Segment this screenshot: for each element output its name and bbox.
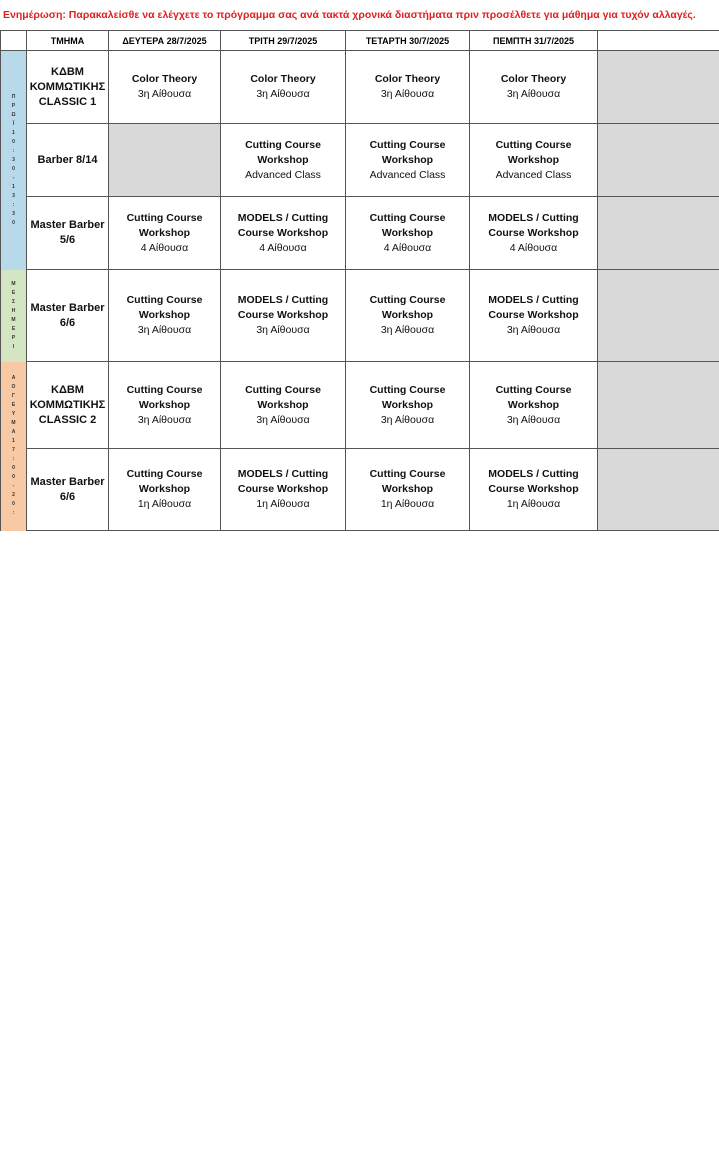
room-label: 3η Αίθουσα bbox=[506, 413, 561, 426]
strip-char: : bbox=[12, 510, 15, 516]
strip-char: 7 bbox=[12, 447, 15, 453]
room-label: 1η Αίθουσα bbox=[380, 498, 435, 510]
course-title: Cutting Course bbox=[495, 138, 572, 151]
course-title: Workshop bbox=[381, 483, 434, 495]
course-title: Workshop bbox=[138, 226, 191, 239]
course-title: Cutting Course bbox=[126, 383, 203, 396]
class-cell bbox=[346, 51, 470, 124]
strip-char: 0 bbox=[12, 219, 15, 226]
course-title: Course Workshop bbox=[488, 309, 579, 321]
header-thursday: ΠΕΜΠΤΗ 31/7/2025 bbox=[470, 31, 598, 51]
strip-char: 1 bbox=[12, 129, 15, 136]
course-title: Color Theory bbox=[374, 73, 441, 85]
room-label: 4 Αίθουσα bbox=[140, 241, 189, 254]
course-title: Cutting Course bbox=[126, 211, 203, 224]
extra-day-cell bbox=[598, 449, 719, 531]
course-title: Workshop bbox=[138, 398, 191, 411]
header-row bbox=[1, 31, 719, 51]
class-cell bbox=[470, 449, 598, 531]
strip-char: 1 bbox=[12, 183, 15, 190]
course-title: MODELS / Cutting bbox=[488, 211, 579, 224]
course-title: Workshop bbox=[507, 153, 560, 166]
course-title: Color Theory bbox=[250, 73, 316, 85]
group-name-cell bbox=[27, 270, 109, 362]
group-name-line: ΚΔΒΜ bbox=[51, 383, 84, 396]
strip-char: Ε bbox=[11, 402, 16, 408]
group-name-cell bbox=[27, 197, 109, 270]
course-title: Color Theory bbox=[500, 73, 567, 85]
class-cell bbox=[346, 270, 470, 362]
group-name-line: CLASSIC 1 bbox=[38, 95, 97, 108]
class-cell bbox=[109, 197, 221, 270]
morning-session-strip bbox=[1, 51, 27, 270]
course-title: Cutting Course bbox=[369, 211, 446, 224]
header-wednesday: ΤΕΤΑΡΤΗ 30/7/2025 bbox=[346, 31, 470, 51]
strip-char: - bbox=[12, 483, 15, 489]
course-title: Course Workshop bbox=[488, 483, 579, 495]
strip-char: Ε bbox=[11, 289, 16, 296]
class-cell bbox=[470, 362, 598, 449]
class-cell bbox=[221, 51, 346, 124]
room-label: 1η Αίθουσα bbox=[137, 498, 192, 510]
course-title: Course Workshop bbox=[237, 483, 329, 495]
group-name-cell bbox=[27, 124, 109, 197]
empty-cell bbox=[109, 124, 221, 197]
extra-day-cell bbox=[598, 51, 719, 124]
header-monday: ΔΕΥΤΕΡΑ 28/7/2025 bbox=[109, 31, 221, 51]
course-title: Cutting Course bbox=[495, 383, 572, 396]
strip-char: 3 bbox=[12, 210, 15, 217]
strip-char: Ρ bbox=[11, 102, 16, 109]
room-label: 3η Αίθουσα bbox=[506, 324, 561, 336]
course-title: Cutting Course bbox=[369, 138, 446, 151]
group-name-line: 6/6 bbox=[59, 490, 76, 503]
course-title: Workshop bbox=[257, 398, 309, 411]
strip-char: 3 bbox=[12, 192, 15, 199]
strip-char: : bbox=[12, 147, 15, 154]
class-cell bbox=[221, 362, 346, 449]
extra-day-cell bbox=[598, 362, 719, 449]
course-title: MODELS / Cutting bbox=[488, 468, 579, 480]
group-name-line: ΚΔΒΜ bbox=[51, 65, 84, 78]
course-title: Workshop bbox=[381, 309, 434, 321]
course-title: Cutting Course bbox=[369, 294, 446, 306]
schedule-row bbox=[1, 362, 719, 449]
strip-char: 0 bbox=[12, 501, 15, 507]
course-title: Workshop bbox=[381, 226, 434, 239]
course-title: MODELS / Cutting bbox=[237, 211, 329, 224]
strip-char: 1 bbox=[12, 438, 15, 444]
course-title: MODELS / Cutting bbox=[237, 294, 329, 306]
room-label: 4 Αίθουσα bbox=[259, 241, 307, 254]
class-cell bbox=[346, 124, 470, 197]
midday-session-strip bbox=[1, 270, 27, 362]
group-name-cell bbox=[27, 449, 109, 531]
strip-char: Α bbox=[11, 375, 16, 381]
strip-char: 0 bbox=[12, 165, 15, 172]
evening-session-strip bbox=[1, 362, 27, 531]
course-title: Workshop bbox=[381, 398, 434, 411]
class-cell bbox=[470, 124, 598, 197]
group-name-line: ΚΟΜΜΩΤΙΚΗΣ bbox=[29, 80, 106, 93]
course-title: Cutting Course bbox=[245, 383, 321, 396]
schedule-table bbox=[0, 30, 719, 531]
strip-char: Ι bbox=[12, 343, 15, 350]
course-title: Workshop bbox=[138, 309, 191, 321]
schedule-row bbox=[1, 197, 719, 270]
class-cell bbox=[346, 362, 470, 449]
strip-char: Σ bbox=[11, 298, 15, 305]
group-name-cell bbox=[27, 362, 109, 449]
course-title: Cutting Course bbox=[369, 468, 446, 480]
strip-char: Μ bbox=[11, 420, 16, 426]
strip-char: Μ bbox=[11, 316, 16, 323]
extra-day-cell bbox=[598, 270, 719, 362]
class-cell bbox=[470, 270, 598, 362]
extra-day-cell bbox=[598, 124, 719, 197]
strip-char: Π bbox=[11, 93, 16, 100]
schedule-row bbox=[1, 449, 719, 531]
group-name-line: Master Barber bbox=[30, 301, 105, 314]
room-label: Advanced Class bbox=[495, 168, 572, 181]
strip-char: Ο bbox=[11, 384, 16, 390]
group-name-line: 6/6 bbox=[59, 316, 76, 329]
header-group: ΤΜΗΜΑ bbox=[27, 31, 109, 51]
class-cell bbox=[109, 449, 221, 531]
update-notice: Ενημέρωση: Παρακαλείσθε να ελέγχετε το πρόγραμμα σας ανά τακτά χρονικά διαστήματα πριν προσέλθετε για μάθημα για τυχόν αλλαγές. bbox=[3, 9, 696, 21]
class-cell bbox=[221, 197, 346, 270]
room-label: 1η Αίθουσα bbox=[256, 498, 310, 510]
strip-char: Α bbox=[11, 429, 16, 435]
strip-char: Ω bbox=[11, 111, 16, 118]
group-name-line: 5/6 bbox=[59, 234, 76, 246]
course-title: Cutting Course bbox=[126, 294, 203, 306]
strip-char: Μ bbox=[11, 280, 16, 287]
strip-char: Υ bbox=[11, 411, 16, 417]
strip-char: - bbox=[12, 174, 15, 181]
strip-char: : bbox=[12, 201, 15, 208]
course-title: Cutting Course bbox=[126, 468, 203, 480]
course-title: MODELS / Cutting bbox=[488, 294, 579, 306]
class-cell bbox=[109, 362, 221, 449]
room-label: 4 Αίθουσα bbox=[509, 241, 558, 254]
course-title: MODELS / Cutting bbox=[237, 468, 329, 480]
class-cell bbox=[346, 449, 470, 531]
course-title: Workshop bbox=[138, 483, 191, 495]
room-label: 3η Αίθουσα bbox=[506, 88, 561, 100]
course-title: Course Workshop bbox=[488, 226, 579, 239]
room-label: 3η Αίθουσα bbox=[380, 88, 435, 100]
schedule-row bbox=[1, 124, 719, 197]
strip-char: Γ bbox=[11, 393, 15, 399]
group-name-line: ΚΟΜΜΩΤΙΚΗΣ bbox=[29, 398, 106, 411]
strip-char: Ρ bbox=[11, 334, 16, 341]
room-label: 3η Αίθουσα bbox=[137, 88, 192, 100]
room-label: 3η Αίθουσα bbox=[256, 88, 310, 100]
class-cell bbox=[470, 51, 598, 124]
group-name-cell bbox=[27, 51, 109, 124]
strip-char: Η bbox=[11, 307, 16, 314]
class-cell bbox=[221, 270, 346, 362]
room-label: Advanced Class bbox=[245, 168, 321, 181]
corner-cell bbox=[1, 31, 27, 51]
course-title: Workshop bbox=[381, 153, 434, 166]
class-cell bbox=[221, 124, 346, 197]
strip-char: : bbox=[12, 456, 15, 462]
class-cell bbox=[346, 197, 470, 270]
group-name-line: Master Barber bbox=[30, 219, 105, 231]
room-label: 3η Αίθουσα bbox=[380, 413, 435, 426]
schedule-row bbox=[1, 270, 719, 362]
header-extra bbox=[598, 31, 719, 51]
class-cell bbox=[109, 51, 221, 124]
room-label: 3η Αίθουσα bbox=[137, 324, 192, 336]
group-name-line: CLASSIC 2 bbox=[38, 413, 97, 426]
course-title: Workshop bbox=[257, 153, 309, 166]
course-title: Cutting Course bbox=[369, 383, 446, 396]
strip-char: 2 bbox=[12, 492, 15, 498]
strip-char: 0 bbox=[12, 138, 15, 145]
strip-char: Ϊ bbox=[12, 120, 15, 127]
strip-char: 0 bbox=[12, 465, 15, 471]
strip-char: 3 bbox=[12, 156, 15, 163]
group-name-line: Barber 8/14 bbox=[37, 153, 98, 166]
course-title: Course Workshop bbox=[237, 309, 329, 321]
strip-char: 0 bbox=[12, 474, 15, 480]
strip-char: Ε bbox=[11, 325, 16, 332]
room-label: 3η Αίθουσα bbox=[380, 324, 435, 336]
course-title: Workshop bbox=[507, 398, 560, 411]
room-label: 3η Αίθουσα bbox=[256, 324, 310, 336]
class-cell bbox=[221, 449, 346, 531]
room-label: Advanced Class bbox=[369, 168, 446, 181]
room-label: 1η Αίθουσα bbox=[506, 498, 561, 510]
room-label: 4 Αίθουσα bbox=[383, 241, 432, 254]
course-title: Color Theory bbox=[131, 73, 198, 85]
header-tuesday: ΤΡΙΤΗ 29/7/2025 bbox=[221, 31, 346, 51]
class-cell bbox=[109, 270, 221, 362]
schedule-row bbox=[1, 51, 719, 124]
course-title: Cutting Course bbox=[245, 138, 321, 151]
course-title: Course Workshop bbox=[237, 226, 329, 239]
group-name-line: Master Barber bbox=[30, 475, 105, 488]
extra-day-cell bbox=[598, 197, 719, 270]
class-cell bbox=[470, 197, 598, 270]
room-label: 3η Αίθουσα bbox=[137, 413, 192, 426]
room-label: 3η Αίθουσα bbox=[256, 413, 310, 426]
